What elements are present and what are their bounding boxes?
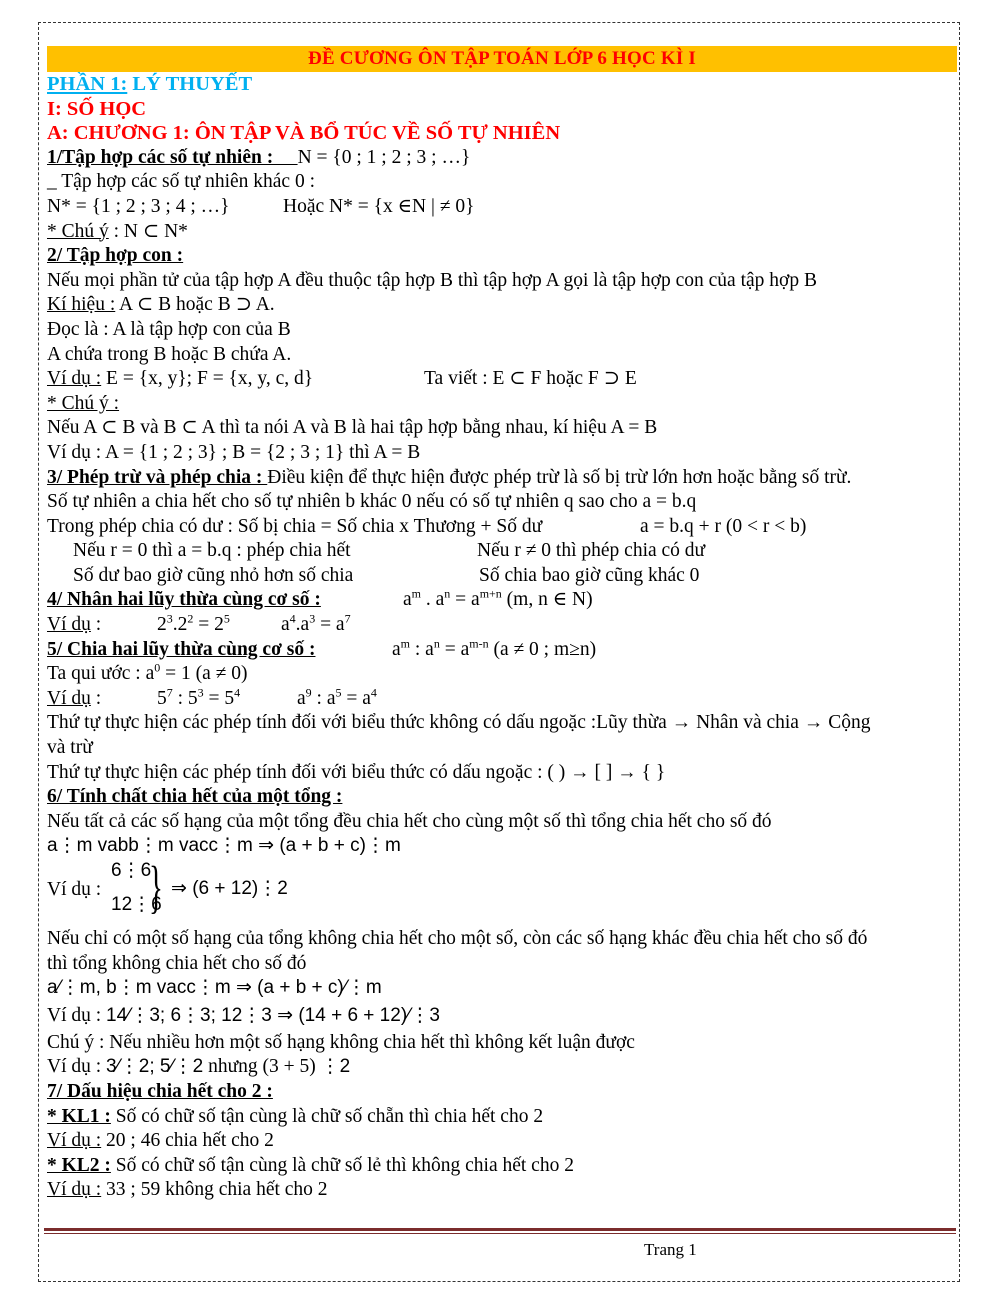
s1-heading-line: 1/Tập hợp các số tự nhiên : N = {0 ; 1 ; 2 ; 3 ; …} [47,146,471,168]
s5-example: Ví dụ : $5^7$ : $5^3 = 5^4$ $a^9$ : $a^5 = a^4$ [47,687,957,712]
s3-line4: Nếu r = 0 thì a = b.q : phép chia hết Nếu r ≠ 0 thì phép chia có dư [73,540,706,562]
s7-heading: 7/ Dấu hiệu chia hết cho 2 : [47,1080,273,1102]
s2-example: Ví dụ : E = {x, y}; F = {x, y, c, d} Ta viết : E ⊂ F hoặc F ⊃ E [47,368,637,390]
s2-note-label: * Chú ý : [47,392,120,414]
s2-symbol: Kí hiệu : A ⊂ B hoặc B ⊃ A. [47,294,275,316]
s2-line8: Ví dụ : A = {1 ; 2 ; 3} ; B = {2 ; 3 ; 1} thì A = B [47,441,421,463]
s3-heading-line: 3/ Phép trừ và phép chia : Điều kiện để thực hiện được phép trừ là số bị trừ lớn hơn hoặc bằng số trừ. [47,466,852,488]
s7-example2: Ví dụ : 33 ; 59 không chia hết cho 2 [47,1179,328,1201]
s1-line3: N* = {1 ; 2 ; 3 ; 4 ; …} Hoặc N* = {x ∈N | ≠ 0} [47,195,475,217]
s5-order2: Thứ tự thực hiện các phép tính đối với biểu thức có dấu ngoặc : ( ) → [ ] → { } [47,761,666,783]
page-title: ĐỀ CƯƠNG ÔN TẬP TOÁN LỚP 6 HỌC KÌ I [47,46,957,72]
s5-heading-line: 5/ Chia hai lũy thừa cùng cơ số : $a^m$ : $a^n = a^{m-n}$ (a ≠ 0 ; m≥n) [47,638,957,663]
s5-order1a: Thứ tự thực hiện các phép tính đối với biểu thức không có dấu ngoặc :Lũy thừa → Nhân và chia → Cộng [47,712,871,734]
s7-example1: Ví dụ : 20 ; 46 chia hết cho 2 [47,1130,274,1152]
s6-line2a: Nếu chỉ có một số hạng của tổng không chia hết cho một số, còn các số hạng khác đều chia hết cho số đó [47,928,868,949]
s6-heading: 6/ Tính chất chia hết của một tổng : [47,786,343,808]
s1-line2: _ Tập hợp các số tự nhiên khác 0 : [47,171,315,193]
section-heading: I: SỐ HỌC [47,97,147,120]
s5-convention: Ta qui ước : $a^0 = 1$ (a ≠ 0) [47,660,248,685]
s7-kl2: * KL2 : Số có chữ số tận cùng là chữ số lẻ thì không chia hết cho 2 [47,1154,574,1176]
s3-line2: Số tự nhiên a chia hết cho số tự nhiên b khác 0 nếu có số tự nhiên q sao cho a = b.q [47,491,697,513]
footer-rule [44,1228,956,1231]
s6-note: Chú ý : Nếu nhiều hơn một số hạng không chia hết thì không kết luận được [47,1031,635,1053]
right-brace-icon: } [149,854,163,919]
footer-rule-thin [44,1233,956,1234]
s6-formula1: a⋮m vabb⋮m vacc⋮m ⇒ (a + b + c)⋮m [47,835,401,857]
page-number: Trang 1 [644,1240,697,1259]
s6-formula2: a⁄⋮m, b⋮m vacc⋮m ⇒ (a + b + c)⁄⋮m [47,977,382,999]
s5-example1: $5^7$ : $5^3 = 5^4$ [157,685,241,709]
s6-line1: Nếu tất cả các số hạng của một tổng đều chia hết cho cùng một số thì tổng chia hết cho số đó [47,810,772,832]
document-body [47,46,957,1203]
s6-example3: Ví dụ : 3⁄⋮2; 5⁄⋮2 nhưng (3 + 5) ⋮2 [47,1056,351,1078]
s2-line1: Nếu mọi phần tử của tập hợp A đều thuộc tập hợp B thì tập hợp A gọi là tập hợp con của tập hợp B [47,269,817,291]
s2-line3: Đọc là : A là tập hợp con của B [47,318,291,340]
s6-brace-example: Ví dụ : 6⋮6 12⋮6 } ⇒ (6 + 12)⋮2 [47,854,288,919]
s6-line2b: thì tổng không chia hết cho số đó [47,952,307,974]
s4-example: Ví dụ : $2^3.2^2 = 2^5$ $a^4.a^3 = a^7$ [47,613,957,638]
s4-example1: $2^3.2^2 = 2^5$ [157,611,230,636]
s1-note: * Chú ý : N ⊂ N* [47,220,188,242]
s4-heading-line: 4/ Nhân hai lũy thừa cùng cơ số : $a^m$ . $a^n = a^{m+n}$ (m, n ∈ N) [47,588,957,613]
s5-formula: $a^m$ : $a^n = a^{m-n}$ (a ≠ 0 ; m≥n) [392,636,597,660]
s2-heading: 2/ Tập hợp con : [47,245,184,267]
s3-line3: Trong phép chia có dư : Số bị chia = Số chia x Thương + Số dư a = b.q + r (0 < r < b) [47,515,807,537]
s4-formula: $a^m$ . $a^n = a^{m+n}$ (m, n ∈ N) [403,586,593,611]
s7-kl1: * KL1 : Số có chữ số tận cùng là chữ số chẵn thì chia hết cho 2 [47,1105,544,1127]
s5-order1b: và trừ [47,737,93,759]
s6-example2: Ví dụ : 14⁄⋮3; 6⋮3; 12⋮3 ⇒ (14 + 6 + 12)⁄⋮3 [47,1004,440,1026]
part-heading: PHẦN 1: LÝ THUYẾT [47,73,253,95]
s2-line7: Nếu A ⊂ B và B ⊂ A thì ta nói A và B là hai tập hợp bằng nhau, kí hiệu A = B [47,417,658,439]
chapter-heading: A: CHƯƠNG 1: ÔN TẬP VÀ BỔ TÚC VỀ SỐ TỰ NHIÊN [47,122,561,145]
s5-example2: $a^9$ : $a^5 = a^4$ [297,685,377,709]
s3-line5: Số dư bao giờ cũng nhỏ hơn số chia Số chia bao giờ cũng khác 0 [73,564,700,586]
s4-example2: $a^4.a^3 = a^7$ [281,611,351,636]
s2-line4: A chứa trong B hoặc B chứa A. [47,343,292,365]
